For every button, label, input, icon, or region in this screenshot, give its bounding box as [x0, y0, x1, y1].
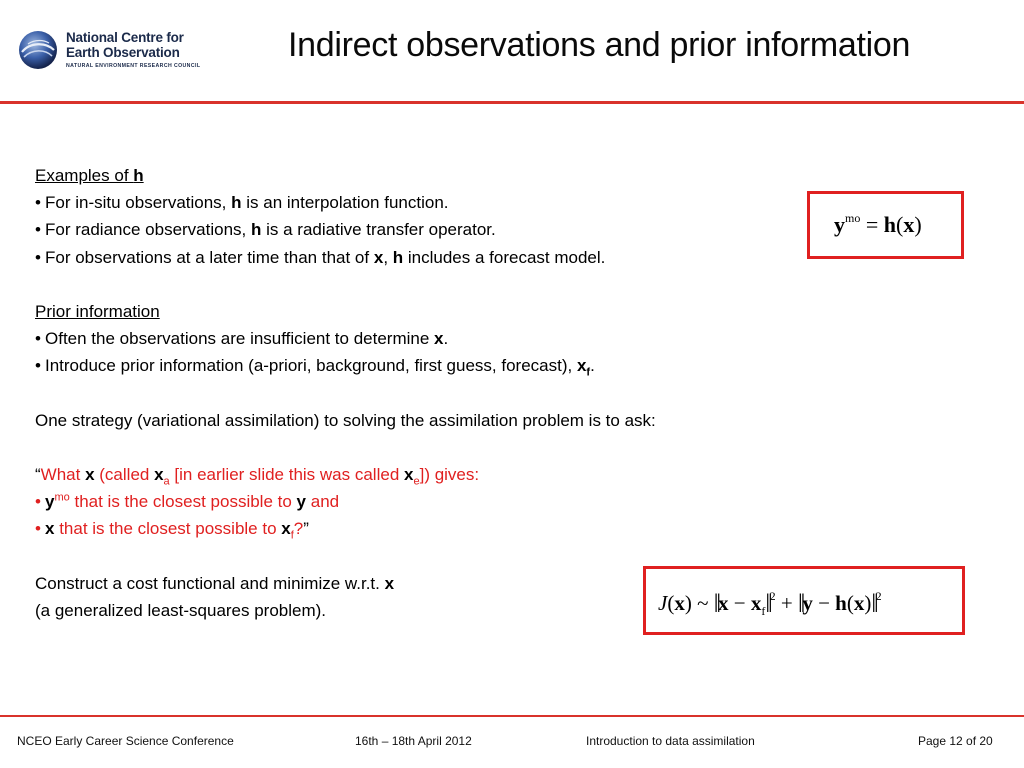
question-x: x: [85, 465, 95, 485]
eq2-norm-close-1: ‖: [765, 589, 770, 618]
bullet-forecast: [35, 244, 815, 271]
bullet-forecast-text: For observations at a later time than that of: [45, 247, 374, 267]
eq2-J: J: [658, 591, 668, 615]
bullet-xf-qmark: ?: [293, 519, 304, 539]
bullet-insitu-h: h: [231, 193, 242, 213]
examples-heading-text: [35, 166, 144, 185]
eq2-sub-f: f: [761, 604, 766, 618]
eq1-y: y: [834, 212, 845, 237]
bullet-radiance-text: For radiance observations,: [45, 220, 251, 240]
bullet-insufficient-text: Often the observations are insufficient to determine: [45, 329, 435, 349]
equation-cost: [658, 589, 882, 619]
spacer: [35, 434, 815, 461]
eq2-tilde: ~: [691, 591, 714, 615]
eq2-x-1: x: [674, 591, 685, 615]
question-xa: x: [154, 465, 164, 485]
question-what: What: [40, 465, 86, 485]
bullet-insitu-end: is an interpolation function.: [241, 193, 449, 213]
slide-title: Indirect observations and prior information: [288, 26, 911, 64]
question-earlier: [in earlier slide this was called: [169, 465, 404, 485]
examples-heading-h: h: [133, 166, 144, 185]
bullet-insufficient-x: x: [434, 329, 444, 349]
bullet-ymo-y: y: [45, 492, 55, 512]
footer-topic: Introduction to data assimilation: [586, 734, 755, 748]
cost-line-1-x: x: [384, 573, 395, 593]
eq2-norm-close-2: ‖: [871, 589, 876, 618]
eq2-rparen-2: ): [864, 591, 872, 615]
footer-divider: [0, 715, 1024, 717]
question-gives: ]) gives:: [419, 465, 480, 485]
bullet-ymo-y2: y: [296, 492, 307, 512]
spacer: [35, 380, 815, 407]
eq1-h: h: [883, 212, 897, 237]
bullet-xf-text: that is the closest possible to: [54, 519, 282, 539]
eq2-plus: +: [775, 591, 799, 615]
examples-heading: [35, 162, 815, 189]
bullet-ymo: [35, 488, 815, 515]
eq1-lparen: (: [896, 212, 904, 237]
eq2-x-2: x: [718, 591, 729, 615]
eq1-sup-mo: mo: [845, 211, 861, 225]
open-quote: “: [35, 465, 41, 485]
bullet-prior-sub-f: f: [586, 366, 591, 379]
bullet-prior-end: .: [590, 356, 595, 376]
question-xe: x: [404, 465, 414, 485]
globe-icon: [18, 30, 58, 70]
question-sub-a: a: [163, 475, 170, 488]
bullet-radiance: [35, 216, 815, 243]
prior-heading-text: Prior information: [35, 301, 160, 321]
bullet-forecast-comma: ,: [383, 247, 393, 267]
equation-box-observation: [807, 191, 964, 259]
bullet-insitu-text: For in-situ observations,: [45, 193, 232, 213]
bullet-radiance-h: h: [251, 220, 262, 240]
bullet-xf-x2: x: [281, 519, 291, 539]
bullet-prior-x: x: [576, 356, 587, 376]
bullet-prior: [35, 352, 815, 379]
eq2-xf: x: [750, 591, 762, 615]
bullet-forecast-end: includes a forecast model.: [403, 247, 606, 267]
logo-line-3: NATURAL ENVIRONMENT RESEARCH COUNCIL: [66, 63, 201, 69]
equation-observation: [834, 211, 922, 238]
bullet-ymo-sup: mo: [54, 491, 70, 504]
eq2-h: h: [835, 591, 847, 615]
bullet-xf: [35, 515, 815, 542]
bullet-ymo-text: that is the closest possible to: [69, 492, 297, 512]
bullet-xf-x: x: [45, 519, 55, 539]
strategy-text: One strategy (variational assimilation) to solving the assimilation problem is to ask:: [35, 410, 656, 430]
logo-wordmark: [66, 30, 200, 69]
cost-line-1-text: Construct a cost functional and minimize w.r.t.: [35, 573, 385, 593]
slide-body: [35, 162, 815, 624]
examples-heading-label: Examples of: [35, 166, 134, 185]
question-sub-e: e: [413, 475, 420, 488]
bullet-insitu: [35, 189, 815, 216]
eq2-lparen-2: (: [846, 591, 854, 615]
footer-date: 16th – 18th April 2012: [355, 734, 472, 748]
eq1-x: x: [903, 212, 915, 237]
eq1-rparen: ): [914, 212, 922, 237]
footer-page-number: Page 12 of 20: [918, 734, 993, 748]
close-quote: ”: [303, 519, 309, 539]
header-divider: [0, 101, 1024, 104]
eq2-x-3: x: [853, 591, 865, 615]
eq2-minus-2: −: [812, 591, 836, 615]
footer-conference: NCEO Early Career Science Conference: [17, 734, 234, 748]
logo-line-1: National Centre for: [66, 30, 184, 45]
bullet-xf-sub: f: [290, 529, 294, 542]
eq1-equals: =: [860, 212, 884, 237]
question-line: [35, 461, 815, 488]
bullet-insufficient-end: .: [443, 329, 449, 349]
prior-heading: [35, 298, 815, 325]
question-called: (called: [94, 465, 155, 485]
eq2-norm-open-2: ‖: [798, 589, 803, 618]
eq2-minus-1: −: [728, 591, 751, 615]
bullet-forecast-x: x: [373, 247, 384, 267]
logo-line-2: Earth Observation: [66, 45, 180, 60]
bullet-insufficient: [35, 325, 815, 352]
eq2-lparen-1: (: [667, 591, 675, 615]
bullet-radiance-end: is a radiative transfer operator.: [261, 220, 496, 240]
cost-line-2: (a generalized least-squares problem).: [35, 601, 327, 620]
eq2-y: y: [802, 591, 813, 615]
bullet-ymo-and: and: [306, 492, 340, 512]
bullet-forecast-h: h: [392, 247, 404, 267]
eq2-square-1: 2: [769, 589, 776, 603]
equation-box-cost: [643, 566, 965, 635]
spacer: [35, 271, 815, 298]
eq2-norm-open-1: ‖: [713, 589, 719, 618]
eq2-rparen-1: ): [684, 591, 692, 615]
bullet-prior-text: Introduce prior information (a-priori, background, first guess, forecast),: [45, 356, 577, 376]
nceo-logo: [18, 26, 208, 78]
eq2-square-2: 2: [875, 589, 882, 603]
